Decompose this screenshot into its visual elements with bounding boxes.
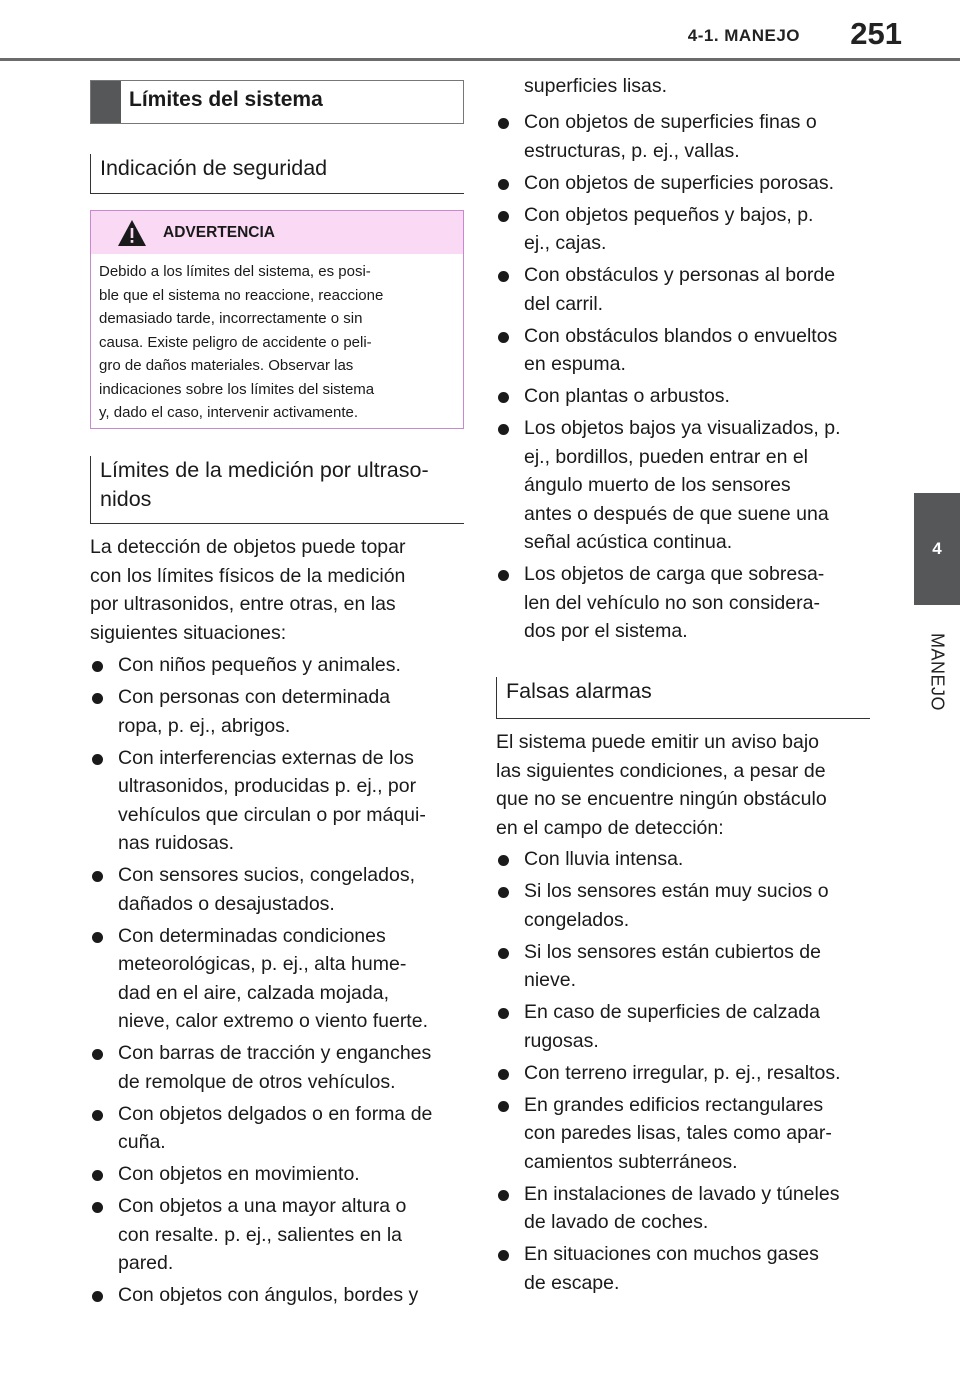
subheading-line: nidos: [100, 487, 152, 511]
list-item-line: dad en el aire, calzada mojada,: [118, 981, 390, 1004]
list-item: [496, 877, 876, 934]
list-item-line: nieve.: [524, 969, 577, 991]
list-item-line: Con objetos delgados o en forma de: [118, 1102, 433, 1125]
list-item-line: meteorológicas, p. ej., alta hume-: [118, 953, 407, 975]
list-item: [496, 201, 876, 258]
subheading-safety: Indicación de seguridad: [90, 154, 464, 194]
list-item-line: En caso de superficies de calzada: [524, 1001, 820, 1023]
list-item: [90, 744, 470, 858]
chapter-heading: 4-1. MANEJO: [687, 26, 800, 45]
list-item-line: Con barras de tracción y enganches: [118, 1042, 432, 1064]
list-item-line: Si los sensores están cubiertos de: [524, 940, 821, 963]
list-item-line: con resalte. p. ej., salientes en la: [118, 1223, 402, 1246]
subheading-line: Límites de la medición por ultraso-: [100, 458, 429, 482]
list-item-line: Con interferencias externas de los: [118, 746, 414, 769]
list-item-line: ej., cajas.: [524, 232, 607, 254]
bullet-list-right: [496, 108, 876, 649]
list-item: [496, 1091, 876, 1177]
list-item: [90, 1281, 470, 1310]
list-item: [496, 108, 876, 165]
list-item: [90, 922, 470, 1036]
continuation-text: superficies lisas.: [524, 75, 668, 97]
list-item-line: Los objetos de carga que sobresa-: [524, 563, 825, 585]
warning-triangle-icon: [117, 219, 147, 247]
intro-false-alarms-line: que no se encuentre ningún obstáculo: [496, 788, 827, 810]
subheading-ultrasonic: [90, 456, 464, 524]
list-item: [496, 938, 876, 995]
list-item-line: del carril.: [524, 292, 604, 315]
list-item-line: En grandes edificios rectangulares: [524, 1093, 824, 1116]
bullet-list-false-alarms: [496, 845, 876, 1301]
intro-paragraph-false-alarms: [496, 728, 876, 842]
list-item: [496, 322, 876, 379]
list-item-line: En instalaciones de lavado y túneles: [524, 1182, 840, 1205]
list-item: [496, 1240, 876, 1297]
warning-header: [91, 211, 463, 254]
list-item-line: dos por el sistema.: [524, 620, 688, 642]
list-item-line: de remolque de otros vehículos.: [118, 1070, 396, 1093]
list-item: [496, 414, 876, 557]
intro-false-alarms-line: El sistema puede emitir un aviso bajo: [496, 731, 819, 753]
list-item-line: en espuma.: [524, 353, 626, 375]
list-item-line: Con personas con determinada: [118, 686, 391, 708]
chapter-tab-number: 4: [932, 539, 942, 558]
list-item: [90, 1160, 470, 1189]
section-title-bar: [90, 80, 464, 124]
intro-false-alarms-line: las siguientes condiciones, a pesar de: [496, 759, 826, 782]
list-item-line: Con terreno irregular, p. ej., resaltos.: [524, 1061, 841, 1084]
warning-text-line: Debido a los límites del sistema, es posi-: [99, 263, 371, 280]
chapter-tab: [914, 493, 960, 605]
warning-box: [90, 210, 464, 429]
list-item-line: con paredes lisas, tales como apar-: [524, 1122, 832, 1144]
list-item: [90, 1039, 470, 1096]
list-item-line: camientos subterráneos.: [524, 1150, 738, 1173]
list-item: [90, 1192, 470, 1278]
list-item-line: Con plantas o arbustos.: [524, 385, 730, 407]
list-item-line: ropa, p. ej., abrigos.: [118, 714, 291, 737]
list-item-line: Con objetos con ángulos, bordes y: [118, 1284, 419, 1306]
warning-text-line: y, dado el caso, intervenir activamente.: [99, 404, 359, 421]
bullet-list-left: [90, 651, 470, 1313]
list-item-line: Con objetos en movimiento.: [118, 1163, 360, 1185]
list-item-line: Con niños pequeños y animales.: [118, 654, 401, 676]
list-item-line: ultrasonidos, producidas p. ej., por: [118, 775, 417, 797]
chapter-tab-label-text: MANEJO: [927, 632, 948, 711]
list-item-line: Con determinadas condiciones: [118, 924, 386, 947]
list-item-line: Con objetos pequeños y bajos, p.: [524, 203, 814, 226]
list-item: [496, 169, 876, 198]
list-item-line: de escape.: [524, 1271, 620, 1294]
warning-text: [91, 254, 463, 425]
intro-left-line: por ultrasonidos, entre otras, en las: [90, 593, 396, 615]
list-item-line: antes o después de que suene una: [524, 502, 829, 525]
page-number: 251: [850, 16, 902, 51]
list-item: [496, 560, 876, 646]
list-item-line: señal acústica continua.: [524, 531, 733, 553]
intro-left-line: La detección de objetos puede topar: [90, 536, 406, 558]
list-item: [496, 1180, 876, 1237]
list-item: [90, 1100, 470, 1157]
intro-false-alarms-line: en el campo de detección:: [496, 816, 724, 839]
list-item-line: ej., bordillos, pueden entrar en el: [524, 445, 809, 468]
list-item: [496, 845, 876, 874]
section-title-marker: [91, 81, 121, 123]
list-item-line: de lavado de coches.: [524, 1211, 709, 1233]
warning-text-line: demasiado tarde, incorrectamente o sin: [99, 310, 363, 327]
list-item-line: Los objetos bajos ya visualizados, p.: [524, 417, 841, 439]
header-rule: [0, 58, 960, 61]
intro-left-line: con los límites físicos de la medición: [90, 564, 406, 587]
list-item-line: En situaciones con muchos gases: [524, 1243, 819, 1265]
list-item-line: Con objetos de superficies finas o: [524, 111, 817, 133]
list-item-line: congelados.: [524, 908, 630, 931]
list-item: [496, 1059, 876, 1088]
warning-text-line: causa. Existe peligro de accidente o peli-: [99, 333, 372, 351]
list-item-line: Con sensores sucios, congelados,: [118, 864, 416, 886]
warning-text-line: gro de daños materiales. Observar las: [99, 357, 354, 374]
list-item-line: pared.: [118, 1252, 174, 1274]
list-item-line: Con obstáculos y personas al borde: [524, 264, 836, 286]
chapter-tab-label: [914, 612, 960, 732]
list-item-line: ángulo muerto de los sensores: [524, 474, 791, 496]
list-item-line: len del vehículo no son considera-: [524, 591, 820, 614]
list-item-line: Con objetos de superficies porosas.: [524, 171, 835, 194]
list-item-line: vehículos que circulan o por máqui-: [118, 803, 426, 826]
list-item-line: nieve, calor extremo o viento fuerte.: [118, 1010, 428, 1032]
list-item-line: cuña.: [118, 1131, 166, 1153]
list-item-line: Con objetos a una mayor altura o: [118, 1195, 407, 1217]
subheading-false-alarms: Falsas alarmas: [496, 677, 870, 719]
list-item-line: nas ruidosas.: [118, 832, 234, 854]
list-item: [496, 261, 876, 318]
list-item: [496, 998, 876, 1055]
list-item: [90, 651, 470, 680]
list-item-line: rugosas.: [524, 1029, 599, 1052]
section-title: Límites del sistema: [129, 88, 323, 111]
warning-text-line: indicaciones sobre los límites del sistema: [99, 380, 375, 398]
intro-paragraph-left: [90, 533, 470, 647]
list-item-line: Con lluvia intensa.: [524, 848, 684, 870]
list-item-line: Con obstáculos blandos o envueltos: [524, 324, 838, 347]
warning-text-line: ble que el sistema no reaccione, reaccione: [99, 286, 384, 304]
list-item-line: Si los sensores están muy sucios o: [524, 880, 829, 902]
intro-left-line: siguientes situaciones:: [90, 621, 287, 644]
list-item: [90, 861, 470, 918]
list-item-line: estructuras, p. ej., vallas.: [524, 139, 740, 162]
warning-title: ADVERTENCIA: [163, 223, 275, 241]
list-item-line: dañados o desajustados.: [118, 892, 335, 915]
list-item: [90, 683, 470, 740]
list-item: [496, 382, 876, 411]
